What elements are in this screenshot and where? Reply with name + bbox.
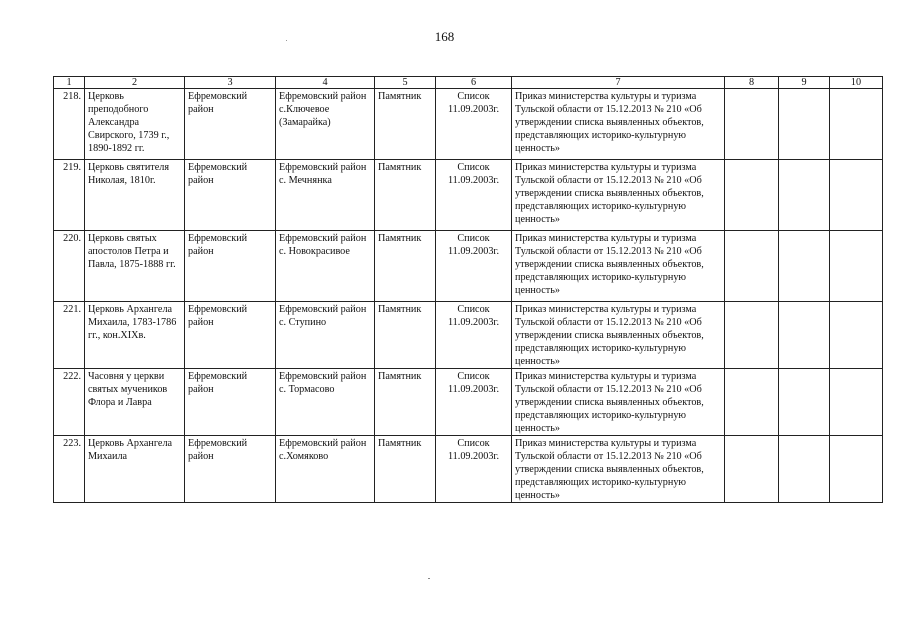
cell-8 — [725, 436, 779, 503]
cell-9 — [779, 231, 830, 302]
column-header-1: 1 — [54, 77, 85, 89]
object-name: Церковь Архангела Михаила — [85, 436, 185, 503]
object-type: Памятник — [375, 302, 436, 369]
list-date: Список 11.09.2003г. — [436, 436, 512, 503]
column-header-10: 10 — [830, 77, 883, 89]
address: Ефремовский район с. Тормасово — [276, 369, 375, 436]
cell-9 — [779, 369, 830, 436]
district: Ефремовский район — [185, 231, 276, 302]
order-reference: Приказ министерства культуры и туризма Тульской области от 15.12.2013 № 210 «Об утверждении списка выявленных объектов, представляющих историко-культурную ценность» — [512, 231, 725, 302]
order-reference: Приказ министерства культуры и туризма Тульской области от 15.12.2013 № 210 «Об утверждении списка выявленных объектов, представляющих историко-культурную ценность» — [512, 302, 725, 369]
object-name: Церковь святителя Николая, 1810г. — [85, 160, 185, 231]
cell-10 — [830, 89, 883, 160]
column-header-4: 4 — [276, 77, 375, 89]
table-row — [54, 231, 883, 302]
list-date: Список 11.09.2003г. — [436, 369, 512, 436]
row-number: 222. — [54, 369, 85, 436]
cell-10 — [830, 302, 883, 369]
column-header-5: 5 — [375, 77, 436, 89]
cell-9 — [779, 160, 830, 231]
cell-8 — [725, 369, 779, 436]
list-date: Список 11.09.2003г. — [436, 160, 512, 231]
cell-8 — [725, 160, 779, 231]
order-reference: Приказ министерства культуры и туризма Тульской области от 15.12.2013 № 210 «Об утверждении списка выявленных объектов, представляющих историко-культурную ценность» — [512, 369, 725, 436]
object-name: Церковь святых апостолов Петра и Павла, 1875-1888 гг. — [85, 231, 185, 302]
scan-speck — [286, 40, 287, 41]
order-reference: Приказ министерства культуры и туризма Тульской области от 15.12.2013 № 210 «Об утверждении списка выявленных объектов, представляющих историко-культурную ценность» — [512, 436, 725, 503]
row-number: 218. — [54, 89, 85, 160]
cell-10 — [830, 160, 883, 231]
cell-8 — [725, 231, 779, 302]
cell-9 — [779, 89, 830, 160]
cell-9 — [779, 302, 830, 369]
object-type: Памятник — [375, 231, 436, 302]
order-reference: Приказ министерства культуры и туризма Тульской области от 15.12.2013 № 210 «Об утверждении списка выявленных объектов, представляющих историко-культурную ценность» — [512, 160, 725, 231]
address: Ефремовский район с. Ступино — [276, 302, 375, 369]
district: Ефремовский район — [185, 160, 276, 231]
list-date: Список 11.09.2003г. — [436, 231, 512, 302]
cell-8 — [725, 302, 779, 369]
cell-10 — [830, 436, 883, 503]
column-header-7: 7 — [512, 77, 725, 89]
district: Ефремовский район — [185, 302, 276, 369]
object-type: Памятник — [375, 436, 436, 503]
list-date: Список 11.09.2003г. — [436, 302, 512, 369]
address: Ефремовский район с.Хомяково — [276, 436, 375, 503]
object-type: Памятник — [375, 89, 436, 160]
table-row — [54, 160, 883, 231]
column-header-2: 2 — [85, 77, 185, 89]
address: Ефремовский район с.Ключевое (Замарайка) — [276, 89, 375, 160]
cell-10 — [830, 369, 883, 436]
object-type: Памятник — [375, 160, 436, 231]
object-name: Церковь Архангела Михаила, 1783-1786 гг., кон.XIXв. — [85, 302, 185, 369]
district: Ефремовский район — [185, 436, 276, 503]
page-number: 168 — [434, 29, 455, 44]
row-number: 221. — [54, 302, 85, 369]
column-header-6: 6 — [436, 77, 512, 89]
column-number-row — [54, 77, 883, 89]
cell-9 — [779, 436, 830, 503]
object-name: Часовня у церкви святых мучеников Флора и Лавра — [85, 369, 185, 436]
table-row — [54, 89, 883, 160]
column-header-9: 9 — [779, 77, 830, 89]
address: Ефремовский район с. Мечнянка — [276, 160, 375, 231]
monuments-registry-table — [53, 76, 883, 503]
district: Ефремовский район — [185, 89, 276, 160]
scan-speck — [428, 578, 430, 579]
table-row — [54, 302, 883, 369]
column-header-8: 8 — [725, 77, 779, 89]
address: Ефремовский район с. Новокрасивое — [276, 231, 375, 302]
list-date: Список 11.09.2003г. — [436, 89, 512, 160]
table-row — [54, 436, 883, 503]
table-row — [54, 369, 883, 436]
object-name: Церковь преподобного Александра Свирского, 1739 г., 1890-1892 гг. — [85, 89, 185, 160]
row-number: 219. — [54, 160, 85, 231]
cell-8 — [725, 89, 779, 160]
order-reference: Приказ министерства культуры и туризма Тульской области от 15.12.2013 № 210 «Об утверждении списка выявленных объектов, представляющих историко-культурную ценность» — [512, 89, 725, 160]
district: Ефремовский район — [185, 369, 276, 436]
row-number: 223. — [54, 436, 85, 503]
cell-10 — [830, 231, 883, 302]
object-type: Памятник — [375, 369, 436, 436]
column-header-3: 3 — [185, 77, 276, 89]
row-number: 220. — [54, 231, 85, 302]
